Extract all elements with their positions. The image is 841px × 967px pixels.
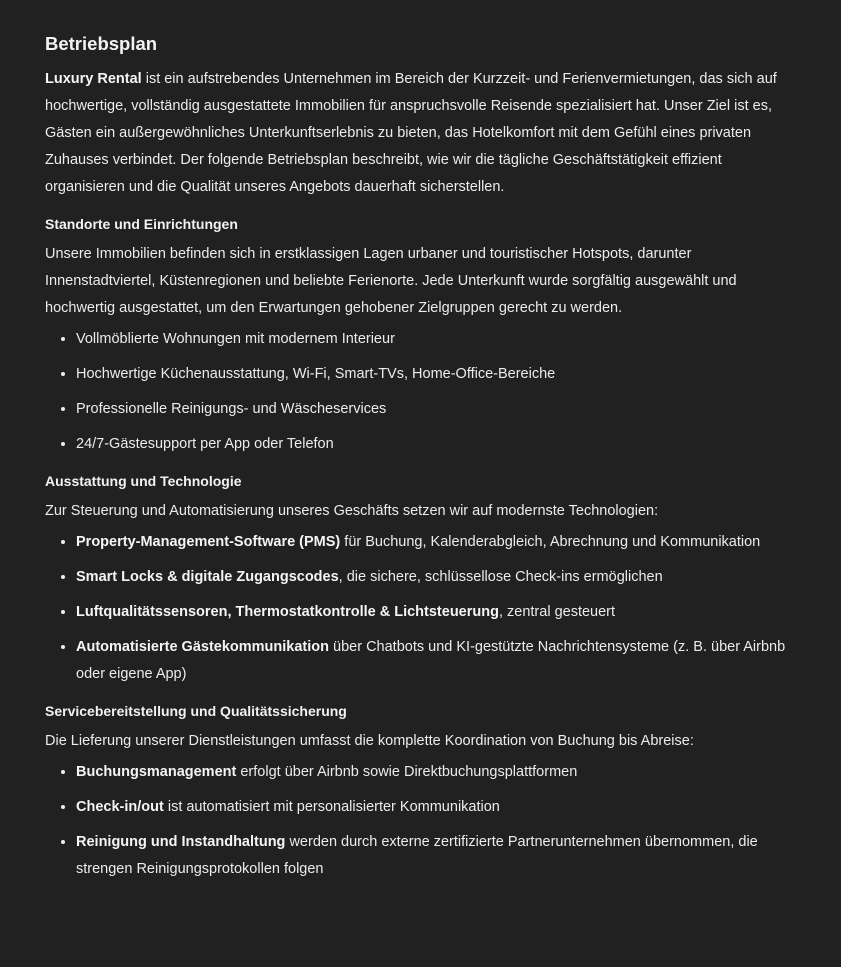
- list-item-bold: Buchungsmanagement: [76, 764, 237, 780]
- list-item: [76, 829, 790, 883]
- section-text-service: Die Lieferung unserer Dienstleistungen umfasst die komplette Koordination von Buchung bis Abreise:: [45, 733, 694, 749]
- list-item-text: , die sichere, schlüssellose Check-ins ermöglichen: [338, 569, 663, 585]
- list-item-text: werden durch externe zertifizierte Partnerunternehmen übernommen, die strengen Reinigungsprotokollen folgen: [76, 834, 758, 877]
- list-item-text: für Buchung, Kalenderabgleich, Abrechnung und Kommunikation: [340, 534, 761, 550]
- list-item-bold: Automatisierte Gästekommunikation: [76, 639, 329, 655]
- list-item-bold: Check-in/out: [76, 799, 164, 815]
- list-item: [76, 599, 790, 626]
- document-body: [45, 30, 790, 891]
- list-item-bold: Smart Locks & digitale Zugangscodes: [76, 569, 339, 585]
- section-heading-standorte: Standorte und Einrichtungen: [45, 216, 238, 232]
- list-item: • Professionelle Reinigungs- und Wäscheservices: [76, 396, 790, 423]
- section-text-standorte: Unsere Immobilien befinden sich in erstklassigen Lagen urbaner und touristischer Hotspots, darunter Innenstadtviertel, Küstenregionen und beliebte Ferienorte. Jede Unterkunft wurde sorgfältig ausgewählt und hochwertig ausgestattet, um den Erwartungen gehobener Zielgruppen gerecht zu werden.: [45, 246, 737, 316]
- list-item: • 24/7-Gästesupport per App oder Telefon: [76, 431, 790, 458]
- list-item: [76, 794, 790, 821]
- list-item-bold: Property-Management-Software (PMS): [76, 534, 341, 550]
- list-item: • Vollmöblierte Wohnungen mit modernem Interieur: [76, 326, 790, 353]
- list-item-text: , zentral gesteuert: [498, 604, 616, 620]
- list-service: [45, 759, 790, 883]
- list-item-text: ist automatisiert mit personalisierter Kommunikation: [163, 799, 500, 815]
- list-item-bold: Luftqualitätssensoren, Thermostatkontrolle & Lichtsteuerung: [76, 604, 499, 620]
- list-item: [76, 634, 790, 688]
- section-heading-technologie: Ausstattung und Technologie: [45, 473, 242, 489]
- intro-text: ist ein aufstrebendes Unternehmen im Bereich der Kurzzeit- und Ferienvermietungen, das sich auf hochwertige, vollständig ausgestattete Immobilien für anspruchsvolle Reisende spezialisiert hat. Unser Ziel ist es, Gästen ein außergewöhnliches Unterkunftserlebnis zu bieten, das Hotelkomfort mit dem Gefühl eines privaten Zuhauses verbindet. Der folgende Betriebsplan beschreibt, wie wir die tägliche Geschäftstätigkeit effizient organisieren und die Qualität unseres Angebots dauerhaft sicherstellen.: [45, 71, 777, 195]
- list-item: [76, 529, 790, 556]
- list-item-text: erfolgt über Airbnb sowie Direktbuchungsplattformen: [236, 764, 578, 780]
- list-item: • Hochwertige Küchenausstattung, Wi-Fi, Smart-TVs, Home-Office-Bereiche: [76, 361, 790, 388]
- list-item: [76, 564, 790, 591]
- section-heading-service: Servicebereitstellung und Qualitätssicherung: [45, 703, 347, 719]
- list-item: [76, 759, 790, 786]
- list-item-text: über Chatbots und KI-gestützte Nachrichtensysteme (z. B. über Airbnb oder eigene App): [76, 639, 786, 682]
- section-text-technologie: Zur Steuerung und Automatisierung unseres Geschäfts setzen wir auf modernste Technologien:: [45, 503, 659, 519]
- list-item-bold: Reinigung und Instandhaltung: [76, 834, 286, 850]
- list-standorte: [45, 326, 790, 458]
- list-technologie: [45, 529, 790, 688]
- intro-paragraph: [45, 66, 790, 201]
- page-title: Betriebsplan: [45, 33, 158, 54]
- brand-name: Luxury Rental: [45, 71, 142, 87]
